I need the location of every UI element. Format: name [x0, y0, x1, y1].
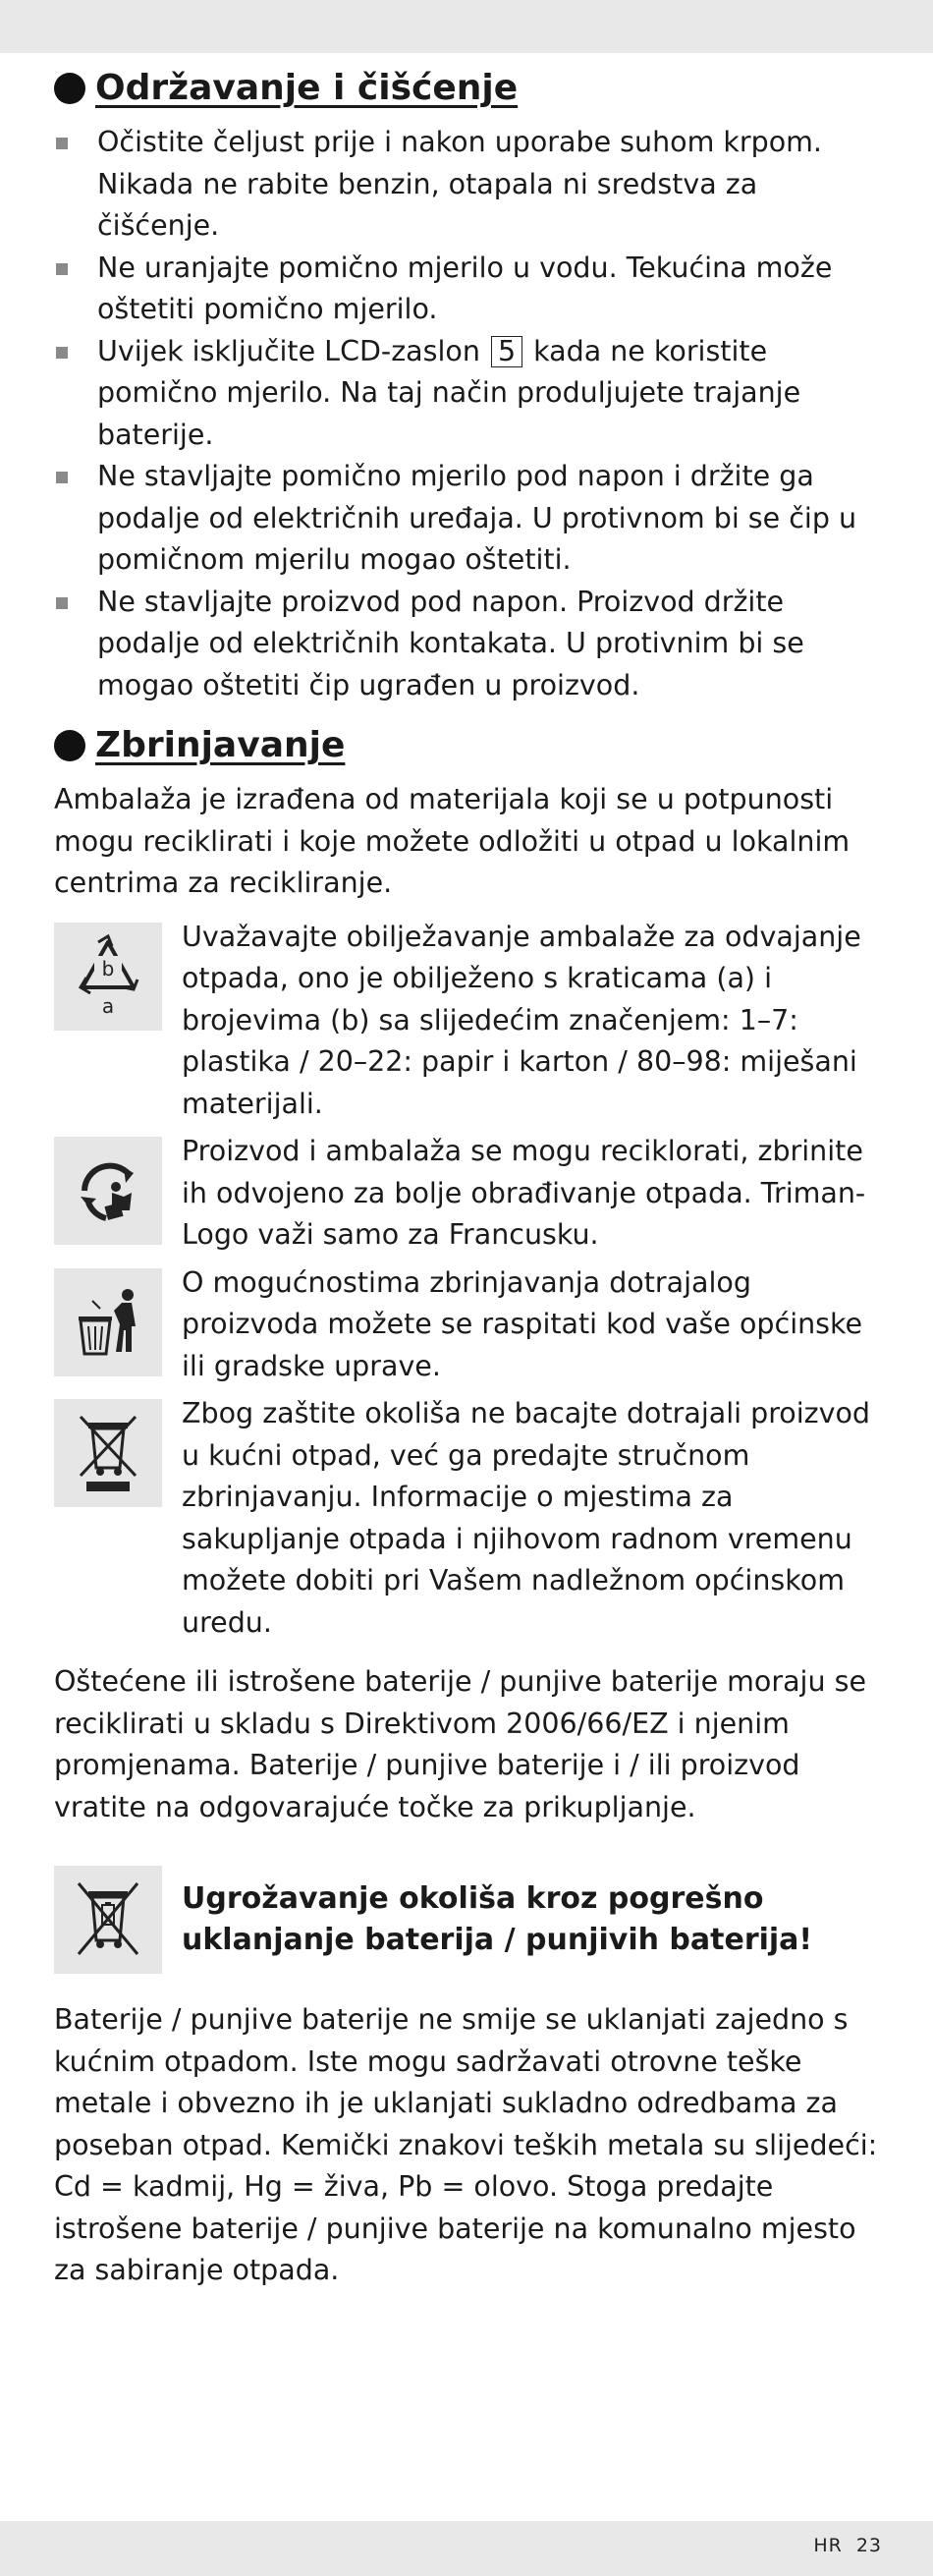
crossed-wheelie-bin-icon — [54, 1399, 162, 1507]
list-item: Očistite čeljust prije i nakon uporabe suhom krpom. Nikada ne rabite benzin, otapala ni sredstva za čišćenje. — [54, 122, 884, 248]
icon-item-text: Proizvod i ambalaža se mogu reciklorati, zbrinite ih odvojeno za bolje obrađivanje otpada. Triman-Logo važi samo za Francusku. — [182, 1135, 866, 1251]
crossed-battery-bin-icon — [54, 1866, 162, 1974]
page-number: 23 — [855, 2535, 882, 2556]
recycling-triangle-icon — [54, 923, 162, 1031]
list-item: Ne uranjajte pomično mjerilo u vodu. Tekućina može oštetiti pomično mjerilo. — [54, 248, 884, 331]
battery-warning — [54, 1866, 884, 1974]
section-title: Zbrinjavanje — [95, 725, 346, 765]
list-item: Ne stavljajte pomično mjerilo pod napon i držite ga podalje od električnih uređaja. U protivnom bi se čip u pomičnom mjerilu mogao oštetiti. — [54, 456, 884, 582]
item-text: kada ne koristite pomično mjerilo. Na taj način produljujete trajanje baterije. — [97, 334, 801, 451]
bullet-dot-icon — [54, 730, 85, 761]
item-text: Uvijek isključite LCD-zaslon — [97, 334, 489, 367]
bullet-dot-icon — [54, 73, 85, 104]
recycle-code-a: a — [101, 993, 115, 1018]
page-content — [54, 65, 884, 2304]
list-item — [54, 331, 884, 457]
person-trash-bin-icon — [54, 1268, 162, 1376]
maintenance-list — [54, 122, 884, 706]
icon-item — [54, 1131, 884, 1257]
language-code: HR — [813, 2535, 843, 2556]
bottom-bar — [0, 2521, 933, 2576]
section-heading-maintenance — [54, 65, 884, 112]
icon-item-text: O mogućnostima zbrinjavanja dotrajalog proizvoda možete se raspitati kod vaše općinske ili gradske uprave. — [182, 1265, 863, 1382]
icon-item-text: Uvažavajte obilježavanje ambalaže za odvajanje otpada, ono je obilježeno s kraticama (a) i brojevima (b) sa slijedećim značenjem: 1–7: plastika / 20–22: papir i karton / 80–98: miješani materijali. — [182, 920, 861, 1120]
section-title: Održavanje i čišćenje — [95, 68, 519, 108]
warning-text: Ugrožavanje okoliša kroz pogrešno uklanjanje baterija / punjivih baterija! — [182, 1881, 813, 1957]
triman-logo-icon — [54, 1137, 162, 1245]
part-reference: 5 — [491, 336, 522, 367]
icon-item — [54, 1262, 884, 1388]
page-footer — [799, 2535, 882, 2556]
top-bar — [0, 0, 933, 53]
disposal-intro: Ambalaža je izrađena od materijala koji se u potpunosti mogu reciklirati i koje možete odložiti u otpad u lokalnim centrima za recikliranje. — [54, 783, 851, 899]
recycle-code-b: b — [101, 956, 115, 980]
icon-item-text: Zbog zaštite okoliša ne bacajte dotrajali proizvod u kućni otpad, već ga predajte stručnom zbrinjavanju. Informacije o mjestima za sakupljanje otpada i njihovom radnom vremenu možete dobiti pri Vašem nadležnom općinskom uredu. — [182, 1397, 870, 1639]
icon-item — [54, 917, 884, 1126]
battery-disposal-paragraph: Baterije / punjive baterije ne smije se uklanjati zajedno s kućnim otpadom. Iste mogu sadržavati otrovne teške metale i obvezno ih je uklanjati sukladno odredbama za poseban otpad. Kemički znakovi teških metala su slijedeći: Cd = kadmij, Hg = živa, Pb = olovo. Stoga predajte istrošene baterije / punjive baterije na komunalno mjesto za sabiranje otpada. — [54, 2003, 878, 2286]
list-item: Ne stavljajte proizvod pod napon. Proizvod držite podalje od električnih kontakata. U protivnim bi se mogao oštetiti čip ugrađen u proizvod. — [54, 582, 884, 707]
section-heading-disposal — [54, 722, 884, 769]
icon-item — [54, 1393, 884, 1644]
battery-recycling-paragraph: Oštećene ili istrošene baterije / punjive baterije moraju se reciklirati u skladu s Direktivom 2006/66/EZ i njenim promjenama. Baterije / punjive baterije i / ili proizvod vratite na odgovarajuće točke za prikupljanje. — [54, 1665, 866, 1823]
